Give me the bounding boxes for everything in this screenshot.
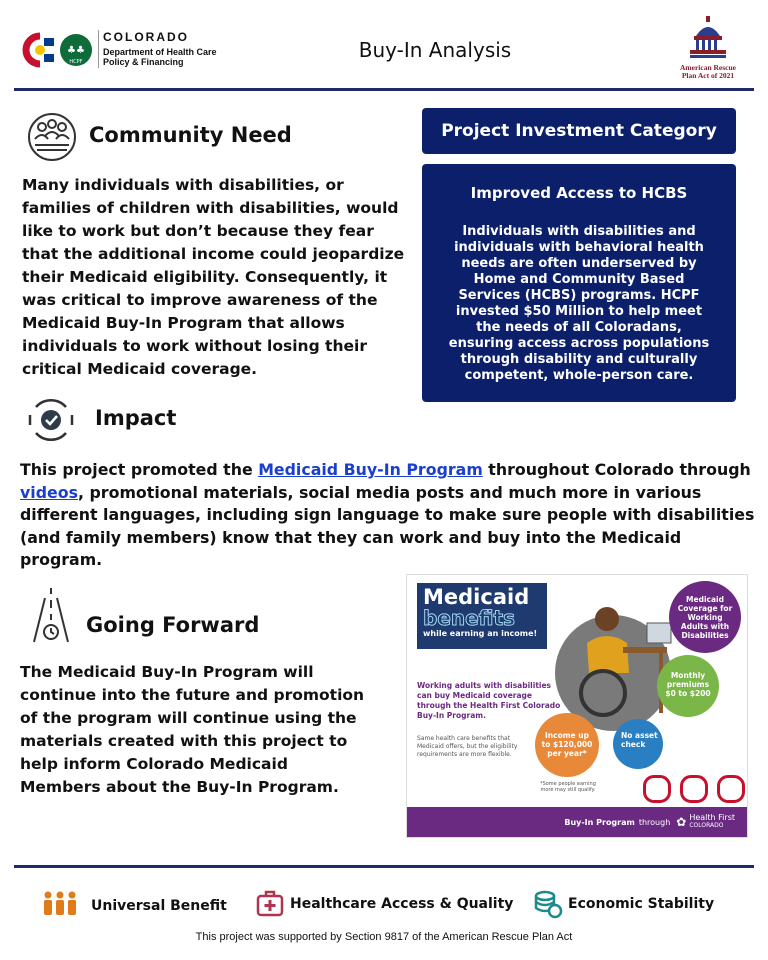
org-dept-line1: Department of Health Care (103, 47, 217, 57)
road-clock-icon (30, 586, 72, 650)
footer-note: This project was supported by Section 9817 of the American Rescue Plan Act (195, 931, 573, 943)
flyer-purple-text: Working adults with disabilities can buy Medicaid coverage through the Health First Colorado Buy-In Program. (417, 681, 561, 720)
text-line: like to work but don’t because they fear (22, 222, 374, 240)
no-car-icon (643, 775, 671, 803)
coins-icon (533, 889, 563, 923)
text-line: the needs of all Coloradans, (476, 320, 682, 335)
text-line (20, 482, 755, 505)
arp-caption-2: Plan Act of 2021 (681, 71, 735, 80)
capitol-icon (686, 14, 730, 60)
text-line: their Medicaid eligibility. Consequently, it (22, 268, 388, 286)
medicaid-benefits-flyer (406, 574, 748, 838)
text-line: The Medicaid Buy-In Program will (20, 663, 314, 681)
text-line: continue into the future and promotion (20, 686, 365, 704)
flower-icon: ✿ (676, 815, 687, 829)
org-title: COLORADO (103, 30, 189, 44)
header-rule (14, 88, 754, 91)
income-line2: to $120,000 (541, 740, 593, 749)
footer-economic-stability: Economic Stability (568, 896, 715, 912)
footer-healthcare-access: Healthcare Access & Quality (290, 896, 514, 912)
no-money-icon (717, 775, 745, 803)
target-check-icon (26, 395, 76, 449)
no-house-icon (680, 775, 708, 803)
flyer-title-2: benefits (423, 606, 515, 630)
text-line: Home and Community Based (473, 272, 685, 287)
flyer-banner (407, 807, 747, 837)
medicaid-buy-in-link[interactable]: Medicaid Buy-In Program (258, 460, 483, 479)
text-line (20, 459, 755, 482)
text-line: that the additional income could jeopardize (22, 245, 405, 263)
asset-circle (613, 719, 663, 769)
videos-link[interactable]: videos (20, 482, 78, 502)
banner-bold: Buy-In Program (564, 817, 635, 827)
community-need-heading: Community Need (89, 123, 292, 147)
text-line: Medicaid Buy-In Program that allows (22, 314, 345, 332)
text-line: (and family members) know that they can work and buy into the Medicaid (20, 527, 682, 547)
text-line: help inform Colorado Medicaid (20, 755, 288, 773)
banner-brand1: Health First (689, 813, 735, 822)
footer-universal-benefit: Universal Benefit (91, 898, 227, 914)
people-icon (42, 890, 78, 920)
text-line: ensuring access across populations (448, 336, 710, 351)
flyer-footnote: *Some people earning more may still qualify. (540, 781, 596, 793)
banner-through: through (638, 817, 671, 827)
text-line: individuals with behavioral health (454, 240, 704, 255)
text-line: needs are often underserved by (461, 256, 697, 271)
text-line: Members about the Buy-In Program. (20, 778, 339, 796)
person-wheelchair-icon (567, 593, 677, 723)
text-line: families of children with disabilities, would (22, 199, 399, 217)
premiums-line2: premiums (666, 680, 710, 689)
text-line: program. (20, 550, 103, 569)
text-line: Many individuals with disabilities, or (22, 176, 344, 194)
text-line: critical Medicaid coverage. (22, 360, 258, 378)
people-group-icon (26, 112, 78, 166)
header-divider (98, 30, 99, 68)
text-line: Individuals with disabilities and (462, 224, 696, 239)
going-forward-text (20, 661, 400, 799)
colorado-flag-icon (22, 32, 96, 68)
premiums-line3: $0 to $200 (665, 689, 711, 698)
text-span: This project promoted the (20, 460, 259, 479)
impact-text (20, 459, 755, 572)
investment-category-box (422, 164, 736, 402)
income-line1: Income up (545, 731, 589, 740)
investment-description (440, 224, 718, 384)
medical-kit-icon (256, 889, 284, 921)
page-title: Buy-In Analysis (358, 38, 512, 62)
flyer-title-block (417, 583, 547, 649)
income-circle (535, 713, 599, 777)
asset-line1: No asset (621, 731, 658, 740)
text-line: materials created with this project to (20, 732, 348, 750)
org-dept-line2: Policy & Financing (103, 57, 184, 67)
no-icons-row (643, 775, 745, 807)
asset-line2: check (621, 740, 646, 749)
coverage-circle: Medicaid Coverage for Working Adults with Disabilities (669, 581, 741, 653)
text-line: through disability and culturally (460, 352, 698, 367)
investment-category-name: Improved Access to HCBS (470, 184, 688, 202)
text-span: , promotional materials, social media posts and much more in various (78, 482, 702, 502)
flyer-title-3: while earning an income! (423, 629, 538, 638)
text-line: Services (HCBS) programs. HCPF (458, 288, 700, 303)
text-line: competent, whole-person care. (464, 368, 694, 383)
impact-heading: Impact (95, 406, 177, 430)
flyer-title-1: Medicaid (423, 585, 530, 609)
colorado-logo (22, 32, 96, 68)
text-line: of the program will continue using the (20, 709, 357, 727)
premiums-circle (657, 655, 719, 717)
svg-text:♣♣: ♣♣ (67, 45, 85, 56)
banner-brand (689, 814, 735, 830)
text-line: individuals to work without losing their (22, 337, 367, 355)
income-line3: per year* (547, 749, 587, 758)
text-line: was critical to improve awareness of the (22, 291, 378, 309)
community-need-text (22, 174, 417, 381)
text-line: invested $50 Million to help meet (455, 304, 703, 319)
text-span: throughout Colorado through (482, 460, 751, 479)
flyer-grey-text: Same health care benefits that Medicaid offers, but the eligibility requirements are more flexible. (417, 735, 518, 758)
investment-category-heading: Project Investment Category (422, 108, 736, 154)
text-line: different languages, including sign language to make sure people with disabilities (20, 505, 755, 524)
org-name (103, 30, 217, 67)
arp-logo (668, 14, 748, 80)
going-forward-heading: Going Forward (86, 613, 260, 637)
arp-caption-1: American Rescue (679, 63, 737, 72)
footer-rule (14, 865, 754, 868)
banner-brand2: COLORADO (689, 822, 724, 829)
premiums-line1: Monthly (670, 671, 706, 680)
svg-text:HCPF: HCPF (69, 59, 83, 65)
